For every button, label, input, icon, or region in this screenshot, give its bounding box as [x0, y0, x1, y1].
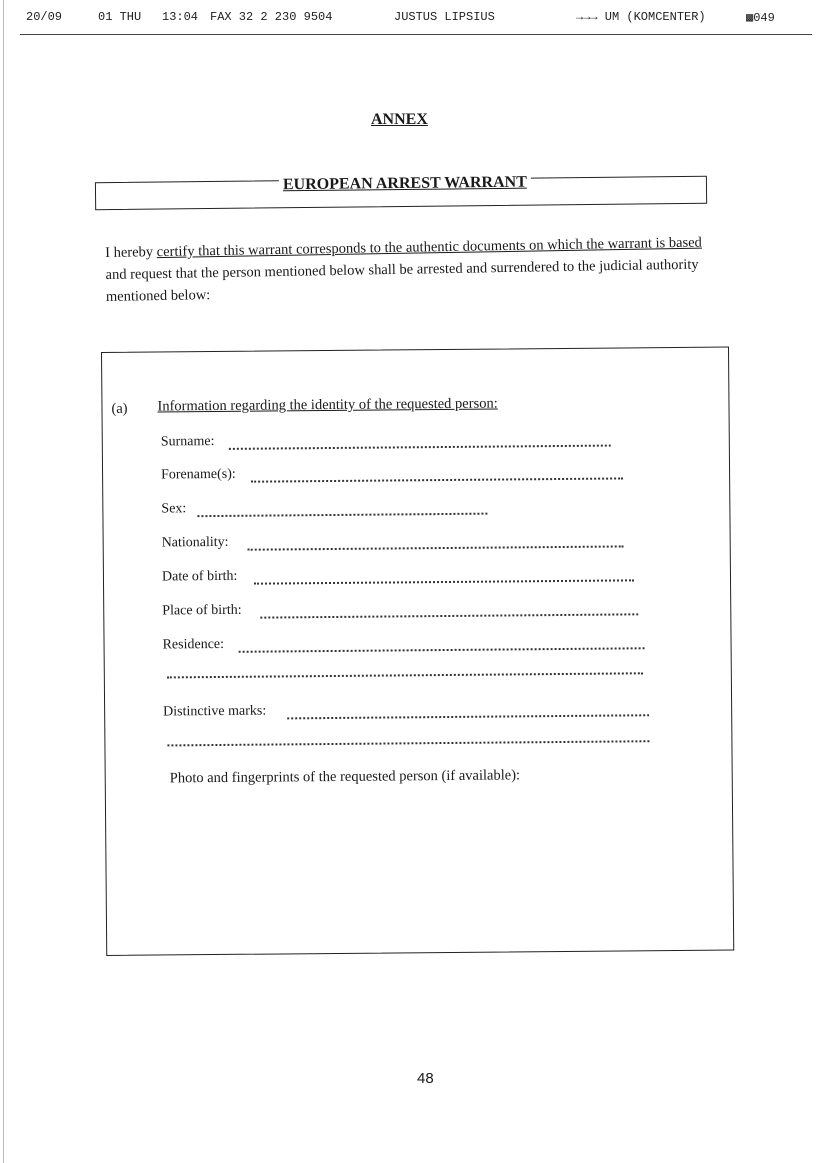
forenames-label: Forename(s):	[161, 467, 240, 483]
residence-continuation-line[interactable]	[167, 670, 643, 678]
section-a-label: (a)	[111, 400, 128, 417]
scan-margin-line	[3, 0, 4, 1163]
intro-certify: certify that this warrant corresponds to the authentic documents on which the warrant is based	[156, 234, 702, 261]
fax-time: 13:04	[162, 10, 199, 24]
sex-label: Sex:	[161, 501, 190, 516]
dob-dotted-line	[254, 577, 634, 584]
residence-label: Residence:	[162, 637, 228, 653]
fax-page-code: ▩049	[746, 11, 775, 25]
residence-field[interactable]	[162, 633, 644, 657]
surname-label: Surname:	[161, 434, 219, 450]
section-a-title: Information regarding the identity of the requested person:	[157, 395, 498, 415]
fax-route: →→→ UM (KOMCENTER)	[576, 10, 706, 24]
pob-field[interactable]	[162, 599, 638, 623]
fax-day: 01 THU	[98, 10, 142, 24]
annex-heading: ANNEX	[371, 111, 428, 128]
title-box	[95, 168, 707, 212]
surname-dotted-line	[229, 443, 611, 450]
pob-dotted-line	[260, 611, 638, 618]
distinctive-marks-label: Distinctive marks:	[163, 704, 270, 720]
nationality-label: Nationality:	[162, 535, 233, 551]
fax-number: FAX 32 2 230 9504	[210, 10, 333, 24]
surname-field[interactable]	[161, 431, 611, 455]
fax-date: 20/09	[26, 10, 63, 24]
dob-field[interactable]	[162, 565, 634, 589]
dob-label: Date of birth:	[162, 569, 242, 585]
sex-field[interactable]	[161, 499, 487, 522]
intro-paragraph	[105, 231, 711, 308]
fax-header	[20, 8, 790, 30]
fax-sender: JUSTUS LIPSIUS	[394, 10, 495, 24]
forenames-dotted-line	[251, 475, 623, 482]
residence-dotted-line	[239, 645, 645, 653]
pob-label: Place of birth:	[162, 603, 245, 619]
photo-fingerprints-prompt: Photo and fingerprints of the requested person (if available):	[169, 767, 521, 787]
page-number: 48	[417, 1070, 434, 1087]
nationality-dotted-line	[248, 543, 624, 550]
marks-continuation-line[interactable]	[167, 738, 649, 746]
distinctive-marks-field[interactable]	[163, 700, 649, 724]
forenames-field[interactable]	[161, 463, 623, 487]
intro-lead: I hereby	[105, 244, 157, 261]
distinctive-marks-dotted-line	[287, 712, 649, 719]
sex-dotted-line	[197, 511, 487, 518]
identity-form-box	[101, 347, 734, 956]
nationality-field[interactable]	[162, 531, 624, 555]
intro-rest: and request that the person mentioned below shall be arrested and surrendered to the judicial authority mentioned below:	[105, 256, 699, 305]
document-title: EUROPEAN ARREST WARRANT	[279, 174, 531, 195]
fax-header-rule	[20, 34, 812, 35]
